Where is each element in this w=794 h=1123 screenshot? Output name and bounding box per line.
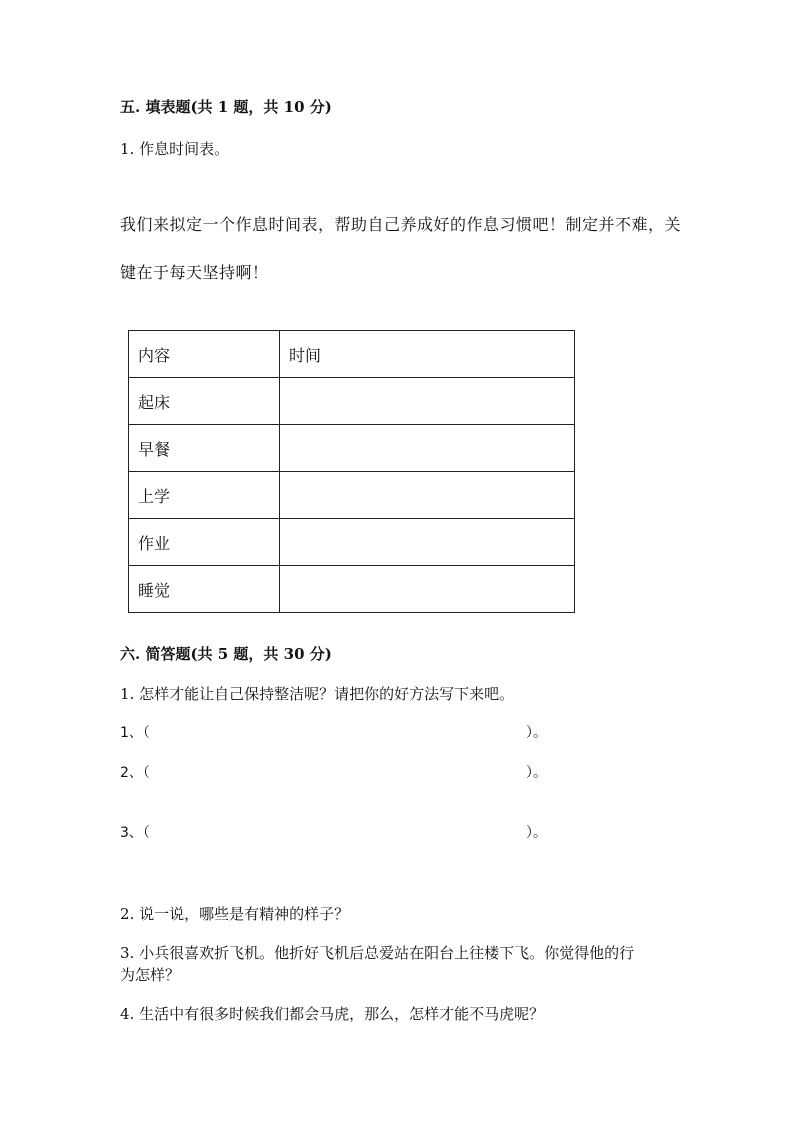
answer-blank-3-end: ）。: [526, 825, 547, 841]
table-cell-time-blank[interactable]: [280, 472, 575, 519]
question-1-title: 1. 作息时间表。: [120, 140, 230, 158]
short-answer-question-2: 2. 说一说，哪些是有精神的样子？: [120, 905, 350, 923]
table-cell-time-blank[interactable]: [280, 378, 575, 425]
table-row: [129, 472, 575, 519]
table-cell-item: 作业: [129, 519, 280, 566]
table-header-row: [129, 331, 575, 378]
short-answer-question-1: 1. 怎样才能让自己保持整洁呢？请把你的好方法写下来吧。: [120, 685, 515, 703]
table-cell-time-blank[interactable]: [280, 519, 575, 566]
table-row: [129, 378, 575, 425]
schedule-table: [128, 330, 575, 613]
table-cell-item: 睡觉: [129, 566, 280, 613]
short-answer-question-3-line2: 为怎样？: [120, 966, 181, 984]
table-cell-time-blank[interactable]: [280, 425, 575, 472]
answer-blank-3-label: 3、（: [120, 825, 150, 841]
question-1-body-line1: 我们来拟定一个作息时间表，帮助自己养成好的作息习惯吧！制定并不难，关: [120, 215, 682, 234]
table-header-cell: 时间: [280, 331, 575, 378]
answer-blank-1-label: 1、（: [120, 725, 150, 741]
short-answer-question-4: 4. 生活中有很多时候我们都会马虎，那么，怎样才能不马虎呢？: [120, 1005, 545, 1023]
answer-blank-2-label: 2、（: [120, 765, 150, 781]
table-row: [129, 566, 575, 613]
section6-title: 六. 简答题(共 5 题，共 30 分): [120, 645, 332, 663]
table-cell-time-blank[interactable]: [280, 566, 575, 613]
answer-blank-2-end: ）。: [526, 765, 547, 781]
table-cell-item: 早餐: [129, 425, 280, 472]
table-row: [129, 425, 575, 472]
short-answer-question-3-line1: 3. 小兵很喜欢折飞机。他折好飞机后总爱站在阳台上往楼下飞。你觉得他的行: [120, 944, 635, 962]
table-row: [129, 519, 575, 566]
answer-blank-1-end: ）。: [526, 725, 547, 741]
section5-title: 五. 填表题(共 1 题，共 10 分): [120, 98, 332, 116]
table-cell-item: 上学: [129, 472, 280, 519]
table-header-cell: 内容: [129, 331, 280, 378]
question-1-body-line2: 键在于每天坚持啊！: [120, 263, 269, 282]
table-cell-item: 起床: [129, 378, 280, 425]
